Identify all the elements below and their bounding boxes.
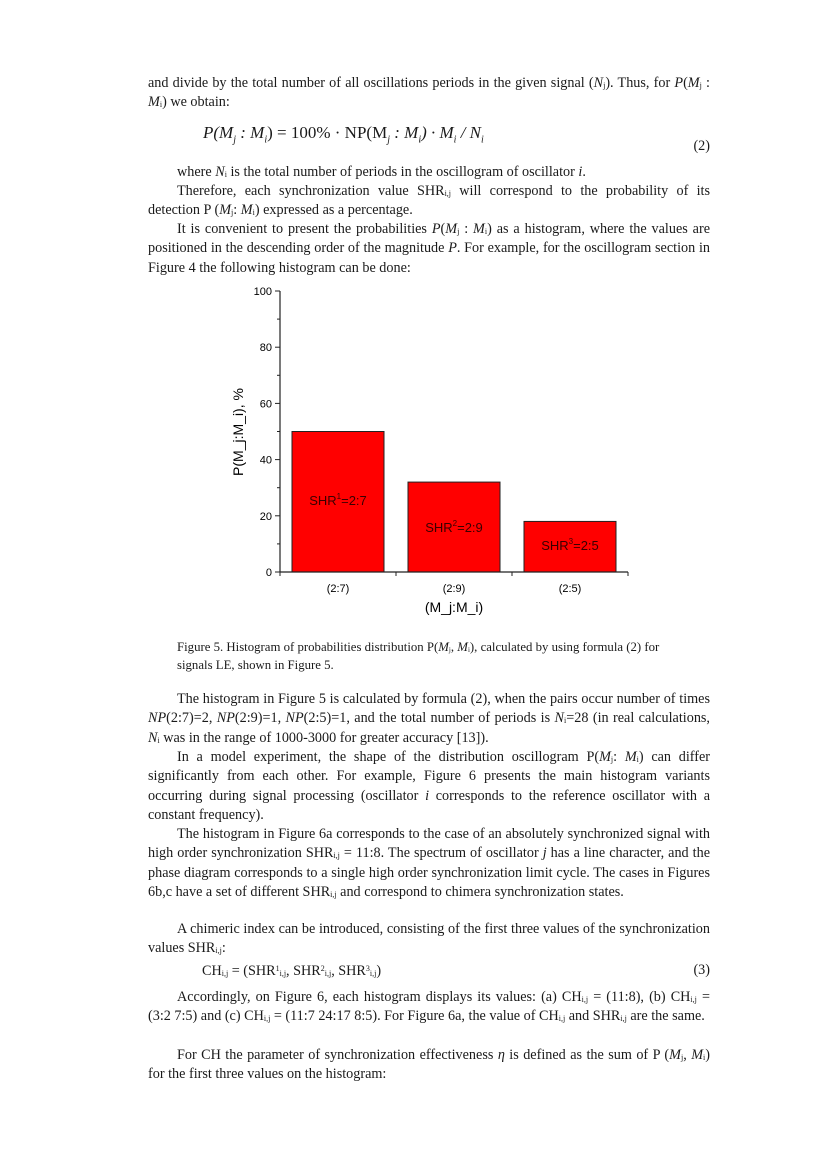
text-run: Accordingly, on Figure 6, each histogram displays its values: (a) CH xyxy=(177,989,582,1005)
text-run: ) for the first three values on the histogram: xyxy=(148,1047,711,1083)
text-run: In a model experiment, the shape of the distribution oscillogram P( xyxy=(177,749,600,765)
paragraph-effectiveness xyxy=(148,1046,710,1085)
eq-sub: i xyxy=(453,134,457,146)
text-run: corresponds to the reference oscillator with a constant frequency). xyxy=(148,787,710,823)
x-tick-label: (2:9) xyxy=(442,583,466,595)
eq-sub: i xyxy=(264,134,268,146)
text-run: is defined as the sum of P ( xyxy=(504,1047,670,1063)
subscript-text: i xyxy=(467,646,470,654)
subscript-text: i xyxy=(159,100,163,110)
subscript-text: j xyxy=(680,1053,684,1062)
text-run: ) can differ significantly from each other. For example, Figure 6 presents the main histogram variants occurring during signal processing (oscillator xyxy=(148,749,710,804)
text-run: , SHR xyxy=(331,963,366,979)
text-run: was in the range of 1000-3000 for greater accuracy [13]). xyxy=(159,729,489,746)
italic-text: j xyxy=(542,845,547,862)
italic-text: η xyxy=(497,1047,505,1063)
bar-label-rest: =2:5 xyxy=(573,538,599,553)
text-run: . For example, for the oscillogram section in Figure 4 the following histogram can be done: xyxy=(148,240,710,276)
y-tick-label: 0 xyxy=(265,567,272,579)
subscript-text: i,j xyxy=(215,946,222,956)
italic-text: NP xyxy=(216,710,235,727)
text-run: (2:7)=2, xyxy=(166,710,217,727)
subscript-text: i,j xyxy=(558,1014,566,1024)
paragraph-accordingly xyxy=(148,988,710,1027)
x-tick-label: (2:7) xyxy=(326,583,350,595)
italic-text: N xyxy=(215,164,225,180)
subscript-text: i,j xyxy=(690,995,697,1004)
subscript-text: j xyxy=(231,208,234,218)
eq-sub: i xyxy=(481,134,484,146)
text-run: is the total number of periods in the oscillogram of oscillator xyxy=(226,164,579,180)
text-run: ). Thus, for xyxy=(605,75,675,91)
text-run: ( xyxy=(683,75,688,91)
subscript-text: i xyxy=(564,716,567,726)
bar-label-sup: 2 xyxy=(452,519,458,528)
text-run: The histogram in Figure 5 is calculated by formula (2), when the pairs occur number of times xyxy=(177,691,710,707)
italic-text: NP xyxy=(148,710,167,727)
subscript-text: i,j xyxy=(279,969,287,978)
italic-text: M xyxy=(599,749,611,765)
bar-label-base: SHR xyxy=(309,493,337,508)
italic-text: M xyxy=(240,202,253,219)
italic-text: M xyxy=(219,202,232,219)
italic-text: M xyxy=(445,221,458,237)
superscript-text: 2 xyxy=(320,964,325,973)
text-run: ) as a histogram, where the values are positioned in the descending order of the magnitude xyxy=(148,221,710,257)
paragraph-figure6a xyxy=(148,825,710,902)
italic-text: M xyxy=(691,1047,704,1063)
italic-text: i xyxy=(425,787,430,804)
equation-3-number: (3) xyxy=(693,962,710,978)
text-run: where xyxy=(177,164,216,180)
subscript-text: i xyxy=(157,735,160,745)
eq-part: P(M xyxy=(203,123,234,142)
text-run: = (3:2 7:5) and (c) CH xyxy=(148,989,710,1025)
subscript-text: i xyxy=(224,170,227,179)
x-axis-title: (M_j:M_i) xyxy=(424,599,484,615)
italic-text: P xyxy=(431,221,441,237)
eq-part: / N xyxy=(456,123,482,142)
bar xyxy=(292,432,384,573)
bar xyxy=(524,521,616,572)
paragraph-histogram-fig5 xyxy=(148,690,710,748)
italic-text: N xyxy=(554,710,565,727)
italic-text: M xyxy=(457,640,468,654)
italic-text: M xyxy=(624,749,637,765)
bar-label-rest: =2:9 xyxy=(457,520,483,535)
equation-3 xyxy=(202,962,602,981)
text-run: has a line character, and the phase diagram corresponds to a single high order synchronization limit cycle. The cases in Figures 6b,c have a set of different SHR xyxy=(148,845,711,900)
text-run: Figure 5. Histogram of probabilities distribution P( xyxy=(177,640,439,654)
y-tick-label: 80 xyxy=(259,342,272,355)
text-run: and divide by the total number of all oscillations periods in the given signal ( xyxy=(148,75,594,91)
paragraph-model-experiment xyxy=(148,748,710,825)
text-run: (2:5)=1, and the total number of periods is xyxy=(303,710,555,727)
text-run: ) expressed as a percentage. xyxy=(254,202,413,219)
subscript-text: i,j xyxy=(333,851,340,861)
bar-label-sup: 3 xyxy=(568,537,574,546)
text-run: = (11:8), (b) CH xyxy=(588,989,691,1005)
subscript-text: i,j xyxy=(324,969,332,978)
italic-text: P xyxy=(674,75,684,91)
eq-sub: i xyxy=(418,134,422,146)
text-run: ( xyxy=(440,221,446,237)
subscript-text: j xyxy=(448,646,451,654)
italic-text: M xyxy=(687,75,700,91)
subscript-text: i xyxy=(252,208,255,218)
text-run: will correspond to the probability of its detection P ( xyxy=(148,183,710,219)
italic-text: M xyxy=(669,1047,681,1063)
figure-caption xyxy=(177,638,697,674)
equation-2-number: (2) xyxy=(693,138,710,154)
text-run: : xyxy=(701,75,710,91)
text-run: =28 (in real calculations, xyxy=(566,710,710,727)
italic-text: N xyxy=(148,729,158,746)
paragraph-chimeric-index xyxy=(148,920,710,959)
italic-text: i xyxy=(578,164,583,180)
italic-text: P xyxy=(448,240,457,257)
text-run: ), calculated by using formula (2) for signals LE, shown in Figure 5. xyxy=(177,640,660,672)
text-run: : xyxy=(613,749,625,765)
subscript-text: i xyxy=(484,227,488,236)
bar-label-sup: 1 xyxy=(336,492,342,501)
bar-label-base: SHR xyxy=(541,538,569,553)
italic-text: NP xyxy=(285,710,304,727)
subscript-text: j xyxy=(610,755,614,764)
subscript-text: i,j xyxy=(263,1014,271,1024)
text-run: = (11:7 24:17 8:5). For Figure 6a, the value of CH xyxy=(270,1008,559,1025)
y-axis-title: P(M_j:M_i), % xyxy=(230,388,246,476)
text-run: are the same. xyxy=(626,1008,705,1025)
text-run: = (SHR xyxy=(228,963,276,979)
text-run: CH xyxy=(202,963,222,979)
italic-text: M xyxy=(438,640,449,654)
text-run: and SHR xyxy=(565,1008,621,1025)
y-tick-label: 40 xyxy=(259,454,272,467)
subscript-text: i,j xyxy=(369,969,377,978)
text-run: , xyxy=(450,640,458,654)
subscript-text: j xyxy=(699,81,702,90)
text-run: . xyxy=(582,164,586,180)
text-run: : xyxy=(233,202,241,219)
eq-sub: j xyxy=(233,134,236,146)
subscript-text: i,j xyxy=(581,995,589,1004)
text-run: = 11:8. The spectrum of oscillator xyxy=(339,845,543,862)
superscript-text: 3 xyxy=(365,964,370,973)
y-tick-label: 100 xyxy=(253,286,272,298)
subscript-text: i,j xyxy=(444,189,452,198)
text-run: The histogram in Figure 6a corresponds to the case of an absolutely synchronized signal with high order synchronization SHR xyxy=(148,826,710,862)
text-run: , SHR xyxy=(286,963,321,979)
subscript-text: j xyxy=(457,227,460,236)
superscript-text: 1 xyxy=(275,964,280,973)
text-run: , xyxy=(683,1047,692,1063)
text-run: A chimeric index can be introduced, consisting of the first three values of the synchronization values SHR xyxy=(148,921,710,957)
eq-part: : M xyxy=(236,123,265,142)
text-run: It is convenient to present the probabilities xyxy=(177,221,432,237)
eq-part: : M xyxy=(389,123,419,142)
text-run: Therefore, each synchronization value SHR xyxy=(177,183,445,199)
y-tick-label: 20 xyxy=(259,510,272,523)
italic-text: M xyxy=(473,221,485,237)
subscript-text: i xyxy=(703,1053,706,1062)
text-run: and correspond to chimera synchronization states. xyxy=(336,883,624,900)
italic-text: N xyxy=(593,75,604,91)
text-run: : xyxy=(221,940,226,957)
bar-label-base: SHR xyxy=(425,520,453,535)
subscript-text: i xyxy=(636,755,639,764)
eq-part: ) = 100% · NP(M xyxy=(267,123,388,142)
text-run: ) xyxy=(376,963,382,979)
x-tick-label: (2:5) xyxy=(558,583,582,595)
text-run: For CH the parameter of synchronization effectiveness xyxy=(177,1047,498,1063)
text-run: (2:9)=1, xyxy=(234,710,286,727)
subscript-text: i,j xyxy=(330,889,337,899)
text-run: ) we obtain: xyxy=(162,94,230,111)
bar-label-rest: =2:7 xyxy=(341,493,367,508)
eq-part: ) · M xyxy=(421,123,454,142)
y-tick-label: 60 xyxy=(259,398,272,411)
italic-text: M xyxy=(148,94,160,111)
subscript-text: j xyxy=(603,81,606,90)
text-run: : xyxy=(459,221,474,237)
eq-sub: j xyxy=(387,134,390,146)
subscript-text: i,j xyxy=(620,1014,627,1024)
subscript-text: i,j xyxy=(221,969,229,978)
